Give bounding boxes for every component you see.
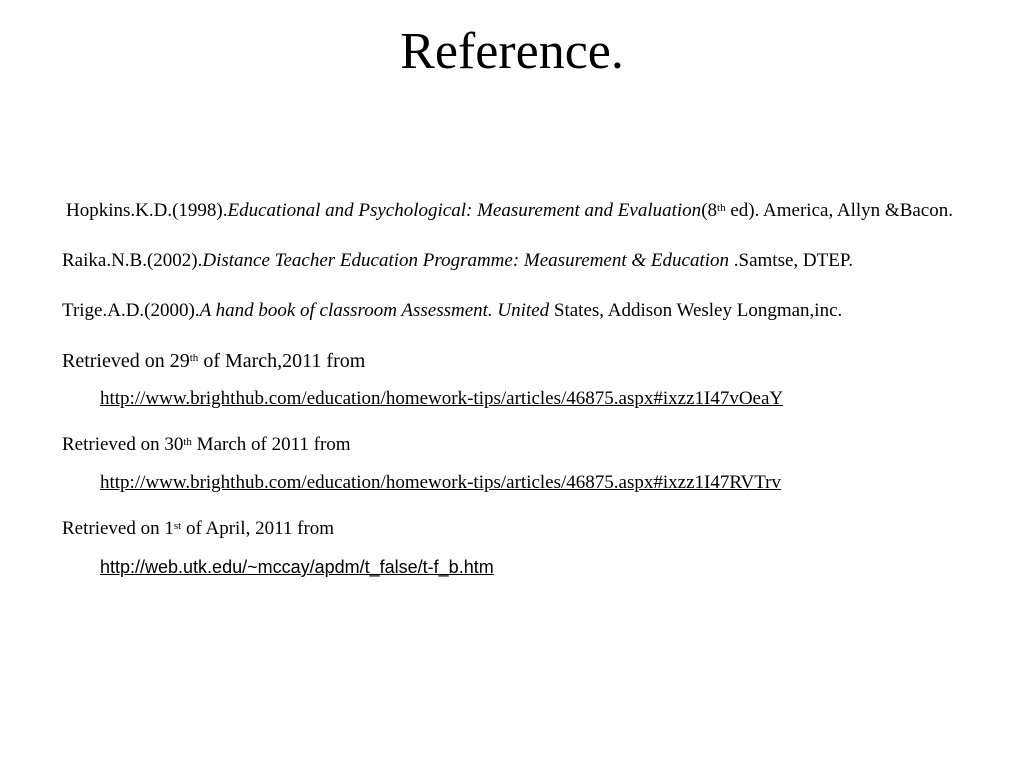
reference-publisher: .Samtse, DTEP.	[733, 250, 854, 271]
retrieved-suffix: of April, 2011 from	[181, 518, 335, 539]
retrieved-suffix: of March,2011 from	[198, 350, 366, 372]
reference-list	[62, 192, 992, 595]
reference-author: Hopkins.K.D.(1998).	[66, 200, 228, 221]
ordinal-suffix: th	[717, 202, 726, 214]
retrieved-url-line-2	[100, 468, 992, 498]
ordinal-suffix: th	[189, 352, 199, 364]
retrieved-url-line-1	[100, 384, 992, 414]
page-title: Reference.	[400, 23, 624, 80]
retrieved-prefix: Retrieved on 30	[62, 434, 184, 455]
reference-author: Raika.N.B.(2002).	[62, 250, 203, 271]
retrieved-suffix: March of 2011 from	[191, 434, 351, 455]
retrieved-url-line-3	[100, 552, 992, 583]
reference-hopkins	[66, 192, 992, 230]
reference-publisher: ed). America, Allyn &Bacon.	[725, 200, 953, 221]
retrieved-note-3	[62, 510, 992, 548]
reference-link-3[interactable]: http://web.utk.edu/~mccay/apdm/t_false/t-f_b.htm	[100, 557, 494, 577]
retrieved-note-2	[62, 426, 992, 464]
retrieved-prefix: Retrieved on 29	[62, 350, 190, 372]
ordinal-suffix: th	[183, 436, 192, 448]
retrieved-prefix: Retrieved on 1	[62, 518, 174, 539]
reference-link-2[interactable]: http://www.brighthub.com/education/homework-tips/articles/46875.aspx#ixzz1I47RVTrv	[100, 472, 781, 493]
ordinal-suffix: st	[173, 520, 182, 532]
reference-trige	[62, 292, 992, 330]
retrieved-note-1	[62, 342, 992, 380]
reference-edition: (8	[701, 200, 718, 221]
reference-book-title: Distance Teacher Education Programme: Measurement & Education	[202, 250, 734, 271]
reference-publisher: States, Addison Wesley Longman,inc.	[549, 300, 843, 321]
reference-link-1[interactable]: http://www.brighthub.com/education/homework-tips/articles/46875.aspx#ixzz1I47vOeaY	[100, 388, 784, 409]
reference-book-title: Educational and Psychological: Measurement and Evaluation	[227, 200, 702, 221]
reference-raika	[62, 242, 992, 280]
reference-book-title: A hand book of classroom Assessment. United	[199, 300, 550, 321]
reference-author: Trige.A.D.(2000).	[62, 300, 200, 321]
